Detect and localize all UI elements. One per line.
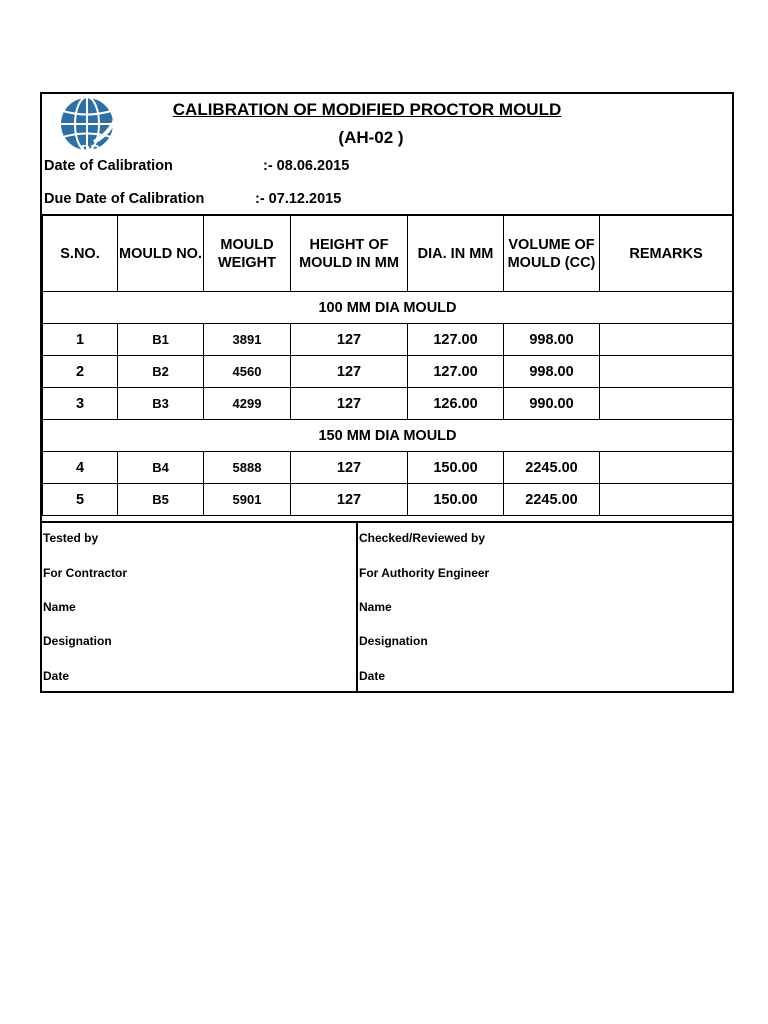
date-label: Date xyxy=(43,669,70,683)
cell-dia: 127.00 xyxy=(408,356,504,388)
cell-weight: 5888 xyxy=(204,452,291,484)
calibration-table xyxy=(42,215,733,516)
cell-weight: 4299 xyxy=(204,388,291,420)
cell-mould-no: B2 xyxy=(118,356,204,388)
cell-mould-no: B4 xyxy=(118,452,204,484)
section-row xyxy=(43,292,733,324)
cell-mould-no: B1 xyxy=(118,324,204,356)
cell-remarks xyxy=(600,452,733,484)
cell-height: 127 xyxy=(291,324,408,356)
cell-height: 127 xyxy=(291,484,408,516)
cell-remarks xyxy=(600,484,733,516)
checked-by-block xyxy=(358,523,732,693)
table-header-row xyxy=(43,216,733,292)
column-header: MOULD WEIGHT xyxy=(204,216,291,292)
date-label: Date of Calibration xyxy=(44,158,173,174)
calibration-sheet xyxy=(40,92,734,693)
column-header: VOLUME OF MOULD (CC) xyxy=(504,216,600,292)
cell-weight: 3891 xyxy=(204,324,291,356)
cell-height: 127 xyxy=(291,356,408,388)
cell-remarks xyxy=(600,356,733,388)
designation-label: Designation xyxy=(359,634,428,648)
cell-dia: 126.00 xyxy=(408,388,504,420)
mould-code: (AH-02 ) xyxy=(338,128,404,147)
cell-weight: 4560 xyxy=(204,356,291,388)
sheet-header xyxy=(42,94,732,216)
cell-volume: 2245.00 xyxy=(504,484,600,516)
cell-weight: 5901 xyxy=(204,484,291,516)
cell-mould-no: B5 xyxy=(118,484,204,516)
table-row xyxy=(43,356,733,388)
cell-dia: 150.00 xyxy=(408,452,504,484)
date-label: Date xyxy=(359,669,386,683)
cell-sno: 4 xyxy=(43,452,118,484)
tested-by-label: Tested by xyxy=(43,531,99,545)
cell-mould-no: B3 xyxy=(118,388,204,420)
authority-label: For Authority Engineer xyxy=(359,566,490,580)
date-value: :- 08.06.2015 xyxy=(263,158,350,174)
cell-volume: 2245.00 xyxy=(504,452,600,484)
contractor-label: For Contractor xyxy=(43,566,127,580)
due-date-label: Due Date of Calibration xyxy=(44,191,205,207)
cell-volume: 998.00 xyxy=(504,324,600,356)
column-header: DIA. IN MM xyxy=(408,216,504,292)
table-row xyxy=(43,484,733,516)
name-label: Name xyxy=(359,600,392,614)
table-row xyxy=(43,452,733,484)
cell-remarks xyxy=(600,324,733,356)
cell-volume: 998.00 xyxy=(504,356,600,388)
cell-dia: 127.00 xyxy=(408,324,504,356)
section-row xyxy=(43,420,733,452)
column-header: MOULD NO. xyxy=(118,216,204,292)
column-header: REMARKS xyxy=(600,216,733,292)
cell-sno: 1 xyxy=(43,324,118,356)
column-header: HEIGHT OF MOULD IN MM xyxy=(291,216,408,292)
column-header: S.NO. xyxy=(43,216,118,292)
page-title: CALIBRATION OF MODIFIED PROCTOR MOULD xyxy=(172,100,562,119)
cell-sno: 3 xyxy=(43,388,118,420)
designation-label: Designation xyxy=(43,634,112,648)
due-date-value: :- 07.12.2015 xyxy=(255,191,342,207)
section-title: 150 MM DIA MOULD xyxy=(43,420,733,452)
signature-footer xyxy=(42,521,732,691)
cell-height: 127 xyxy=(291,388,408,420)
cell-dia: 150.00 xyxy=(408,484,504,516)
checked-by-label: Checked/Reviewed by xyxy=(359,531,486,545)
cell-height: 127 xyxy=(291,452,408,484)
tested-by-block xyxy=(42,523,358,693)
name-label: Name xyxy=(43,600,76,614)
cell-sno: 5 xyxy=(43,484,118,516)
cell-volume: 990.00 xyxy=(504,388,600,420)
table-row xyxy=(43,324,733,356)
table-row xyxy=(43,388,733,420)
logo-text: DRA xyxy=(81,142,110,156)
cell-sno: 2 xyxy=(43,356,118,388)
section-title: 100 MM DIA MOULD xyxy=(43,292,733,324)
cell-remarks xyxy=(600,388,733,420)
